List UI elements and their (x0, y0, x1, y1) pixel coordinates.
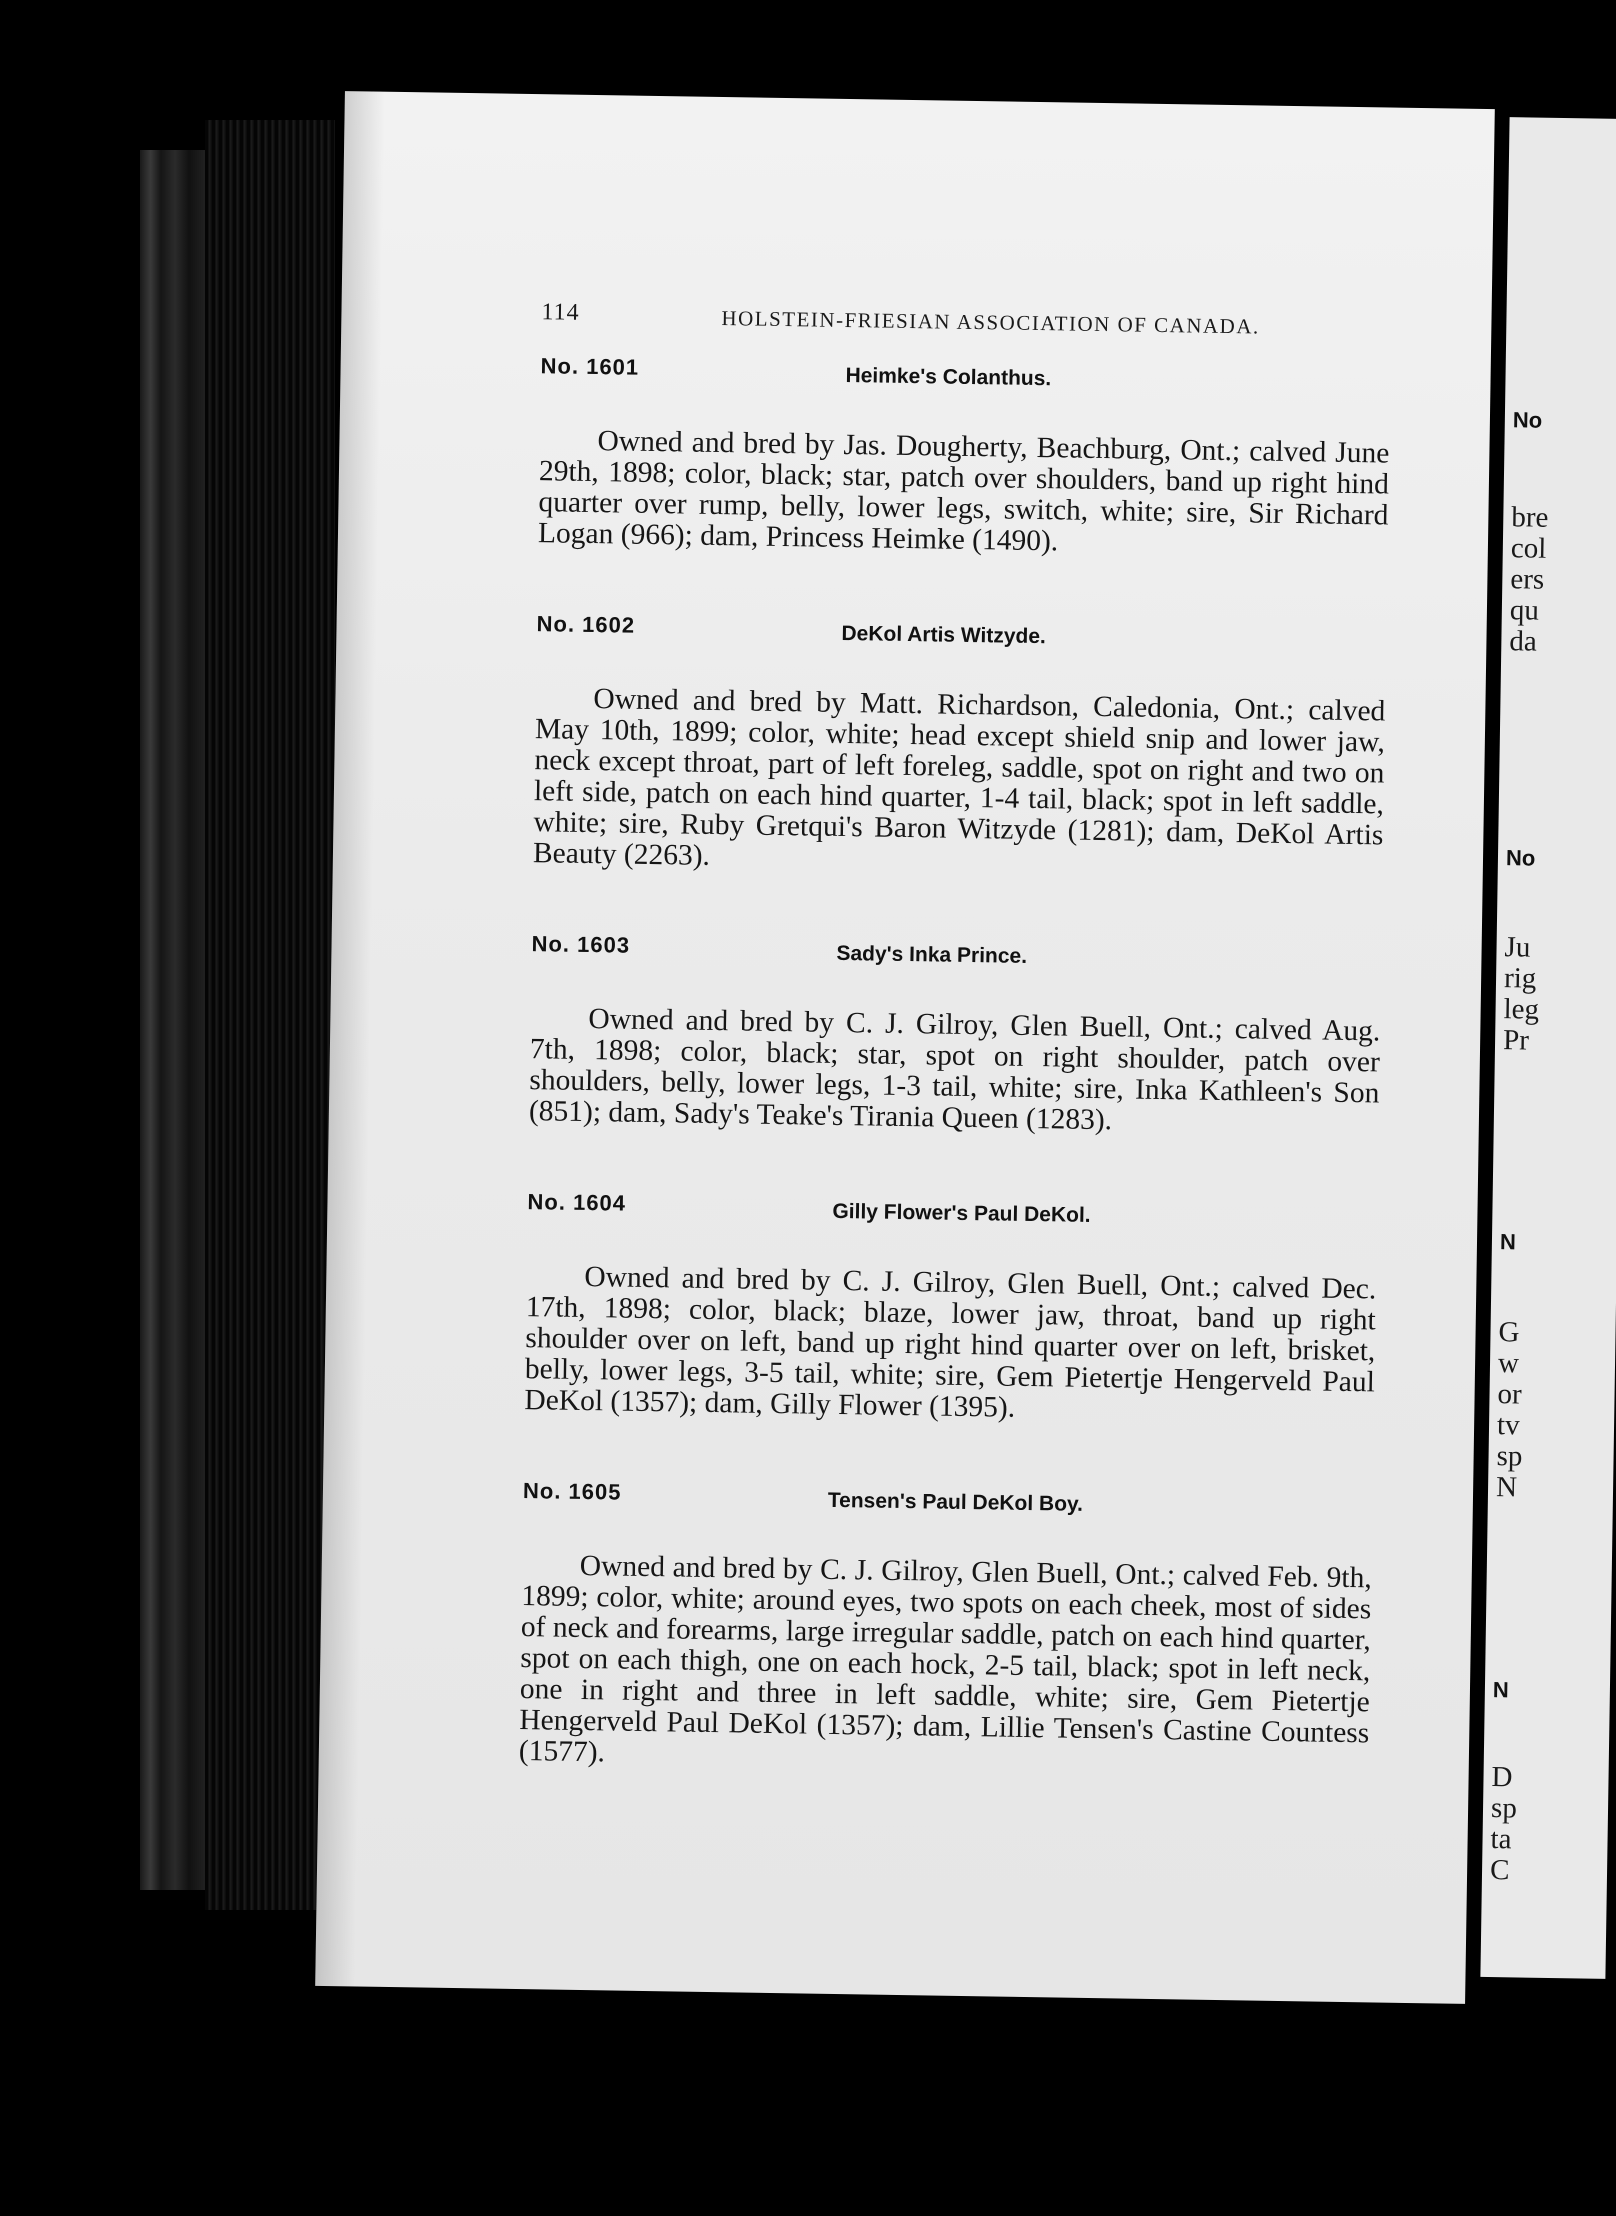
entry-text: Owned and bred by C. J. Gilroy, Glen Buell, Ont.; calved Aug. 7th, 1898; color, black; star, spot on right shoulder, patch over shoulders, belly, lower legs, 1-3 tail, white; sire, Inka Kathleen's Son (851); dam, Sady's Teake's Tirania Queen (1283). (528, 1003, 1381, 1137)
fragment-text: da (1509, 625, 1538, 658)
fragment-text: N (1492, 1677, 1509, 1703)
entry (529, 931, 1382, 1140)
facing-page-edge (1480, 117, 1616, 1979)
fragment-text: rig (1503, 962, 1537, 995)
entry-text: Owned and bred by Jas. Dougherty, Beachburg, Ont.; calved June 29th, 1898; color, black; star, patch over shoulders, band up right hind quarter over rump, belly, lower legs, switch, white; sire, Sir Richard Logan (966); dam, Princess Heimke (1490). (537, 425, 1390, 558)
book-edge (140, 150, 210, 1890)
page-content (518, 299, 1392, 1842)
entry-name: Gilly Flower's Paul DeKol. (832, 1199, 1091, 1227)
entry (524, 1189, 1377, 1429)
fragment-text: tv (1496, 1409, 1520, 1442)
fragment-text: sp (1496, 1440, 1523, 1473)
fragment-text: Ju (1504, 931, 1531, 964)
running-head (541, 299, 1392, 352)
entry (538, 353, 1391, 562)
entry-text: Owned and bred by C. J. Gilroy, Glen Buell, Ont.; calved Feb. 9th, 1899; color, white; around eyes, two spots on each cheek, most of sides of neck and forearms, large irregular saddle, patch on each hind quarter, spot on each thigh, one on each hock, 2-5 tail, black; spot in left neck, one in right and three in left saddle, white; sire, Gem Pietertje Hengerveld Paul DeKol (1357); dam, Lillie Tensen's Castine Countess (1577). (518, 1549, 1372, 1769)
fragment-text: or (1497, 1378, 1522, 1411)
fragment-text: sp (1490, 1792, 1518, 1825)
entry (533, 611, 1387, 882)
entry (519, 1478, 1373, 1780)
entry-number: No. 1601 (540, 353, 640, 380)
entry-text: Owned and bred by Matt. Richardson, Caledonia, Ont.; calved May 10th, 1899; color, white; head except shield snip and lower jaw, neck except throat, part of left foreleg, saddle, spot on right and two on left side, patch on each hind quarter, 1-4 tail, black; spot in left saddle, white; sire, Ruby Gretqui's Baron Witzyde (1281); dam, DeKol Artis Beauty (2263). (532, 683, 1386, 872)
entry-name: Sady's Inka Prince. (836, 941, 1028, 968)
page-number: 114 (541, 299, 580, 326)
fragment-text: ers (1510, 563, 1545, 596)
entry-heading (536, 611, 1386, 660)
fragment-text: w (1497, 1347, 1520, 1380)
entry-name: Tensen's Paul DeKol Boy. (827, 1488, 1084, 1516)
fragment-text: leg (1503, 993, 1540, 1026)
entry-number: No. 1604 (527, 1189, 627, 1216)
entry-heading (523, 1478, 1373, 1527)
book-page-stack (205, 120, 335, 1910)
fragment-text: ta (1490, 1823, 1512, 1856)
entry-number: No. 1603 (531, 931, 631, 958)
entry-heading (531, 931, 1381, 980)
entry-name: DeKol Artis Witzyde. (841, 621, 1047, 649)
entry-name: Heimke's Colanthus. (845, 363, 1052, 391)
entry-heading (540, 353, 1390, 402)
fragment-text: No (1505, 845, 1536, 871)
fragment-text: bre (1511, 501, 1549, 534)
entry-text: Owned and bred by C. J. Gilroy, Glen Buell, Ont.; calved Dec. 17th, 1898; color, black; blaze, lower jaw, throat, band up right shoulder over on left, band up right hind quarter over on left, brisket, belly, lower legs, 3-5 tail, white; sire, Gem Pietertje Hengerveld Paul DeKol (1357); dam, Gilly Flower (1395). (524, 1260, 1377, 1424)
fragment-text: G (1498, 1316, 1520, 1349)
entry-number: No. 1605 (522, 1478, 622, 1505)
fragment-text: qu (1509, 594, 1540, 627)
fragment-text: N (1495, 1471, 1518, 1504)
fragment-text: No (1512, 407, 1543, 433)
fragment-text: Pr (1502, 1024, 1530, 1057)
entry-heading (527, 1189, 1377, 1238)
entry-number: No. 1602 (536, 611, 636, 638)
book-page (315, 91, 1495, 2004)
fragment-text: C (1489, 1854, 1510, 1887)
fragment-text: D (1491, 1761, 1513, 1794)
journal-title: HOLSTEIN-FRIESIAN ASSOCIATION OF CANADA. (721, 306, 1260, 339)
fragment-text: col (1510, 532, 1547, 565)
fragment-text: N (1499, 1229, 1517, 1255)
